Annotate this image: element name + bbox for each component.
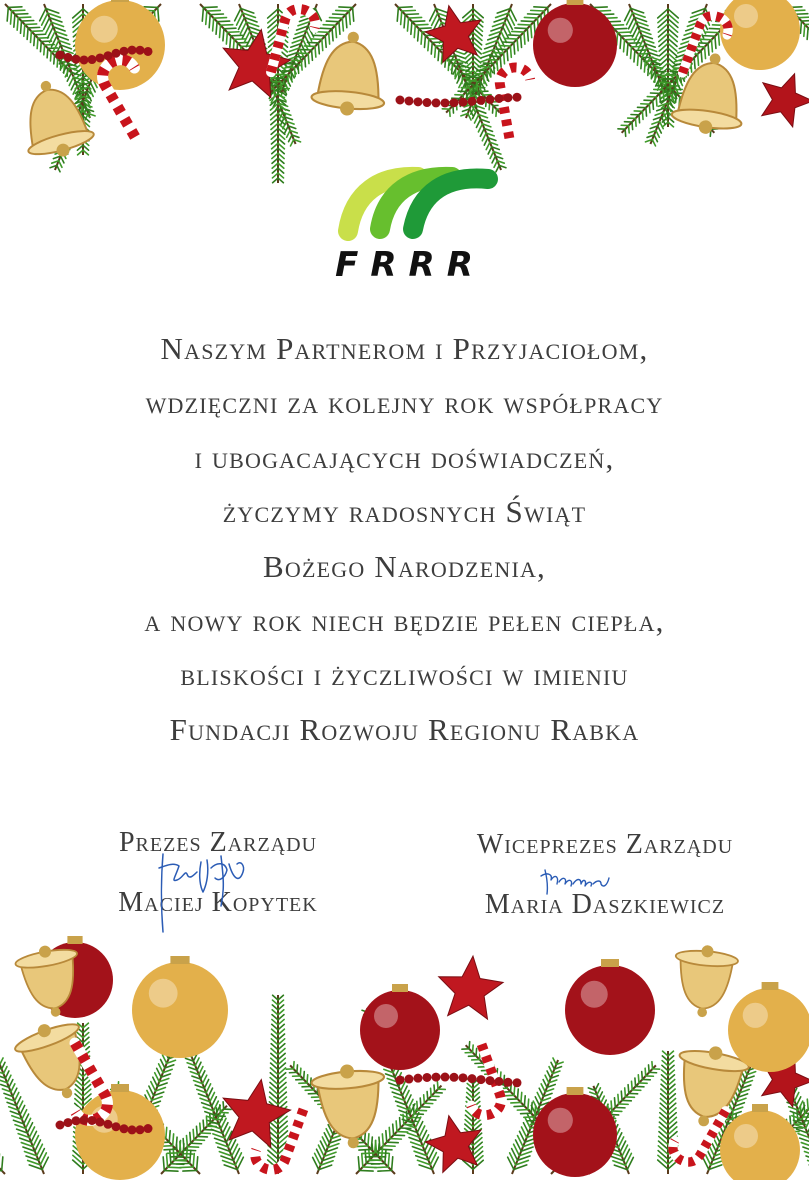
- greeting-message: [0, 322, 809, 757]
- bauble-icon: [565, 959, 655, 1055]
- signer-name: Maciej Kopytek: [118, 887, 318, 918]
- bauble-icon: [533, 1087, 617, 1177]
- greeting-line: Fundacji Rozwoju Regionu Rabka: [169, 711, 640, 747]
- pine-branch-icon: [5, 4, 75, 76]
- handwritten-signature: [535, 864, 615, 904]
- logo-wordmark: FRRR: [335, 245, 485, 285]
- candy-cane-icon: [497, 65, 539, 138]
- greeting-line: i ubogacających doświadczeń,: [194, 439, 615, 475]
- greeting-line: Naszym Partnerom i Przyjaciołom,: [160, 331, 649, 366]
- bottom-garland: [0, 905, 809, 1180]
- star-icon: [762, 74, 809, 127]
- bauble-icon: [132, 956, 228, 1058]
- star-icon: [439, 956, 503, 1019]
- bell-icon: [671, 943, 739, 1020]
- greeting-line: życzymy radosnych Świąt: [222, 494, 587, 530]
- signature-block-president: [68, 826, 368, 918]
- greeting-line: wdzięczni za kolejny rok współpracy: [145, 385, 664, 421]
- signer-name: Maria Daszkiewicz: [484, 889, 726, 920]
- bauble-icon: [360, 984, 440, 1070]
- greeting-line: Bożego Narodzenia,: [262, 548, 547, 584]
- bauble-icon: [533, 0, 617, 87]
- greeting-line: a nowy rok niech będzie pełen ciepła,: [144, 602, 665, 638]
- pine-branch-icon: [0, 1102, 5, 1174]
- logo-stripes-icon: [320, 163, 500, 253]
- signer-role: Wiceprezes Zarządu: [476, 829, 734, 860]
- signature-block-vice-president: [455, 828, 755, 920]
- signer-role: Prezes Zarządu: [118, 827, 318, 858]
- frrr-logo: [320, 163, 500, 288]
- bauble-icon: [728, 982, 809, 1072]
- bauble-icon: [75, 0, 165, 90]
- greeting-line: bliskości i życzliwości w imieniu: [180, 657, 629, 693]
